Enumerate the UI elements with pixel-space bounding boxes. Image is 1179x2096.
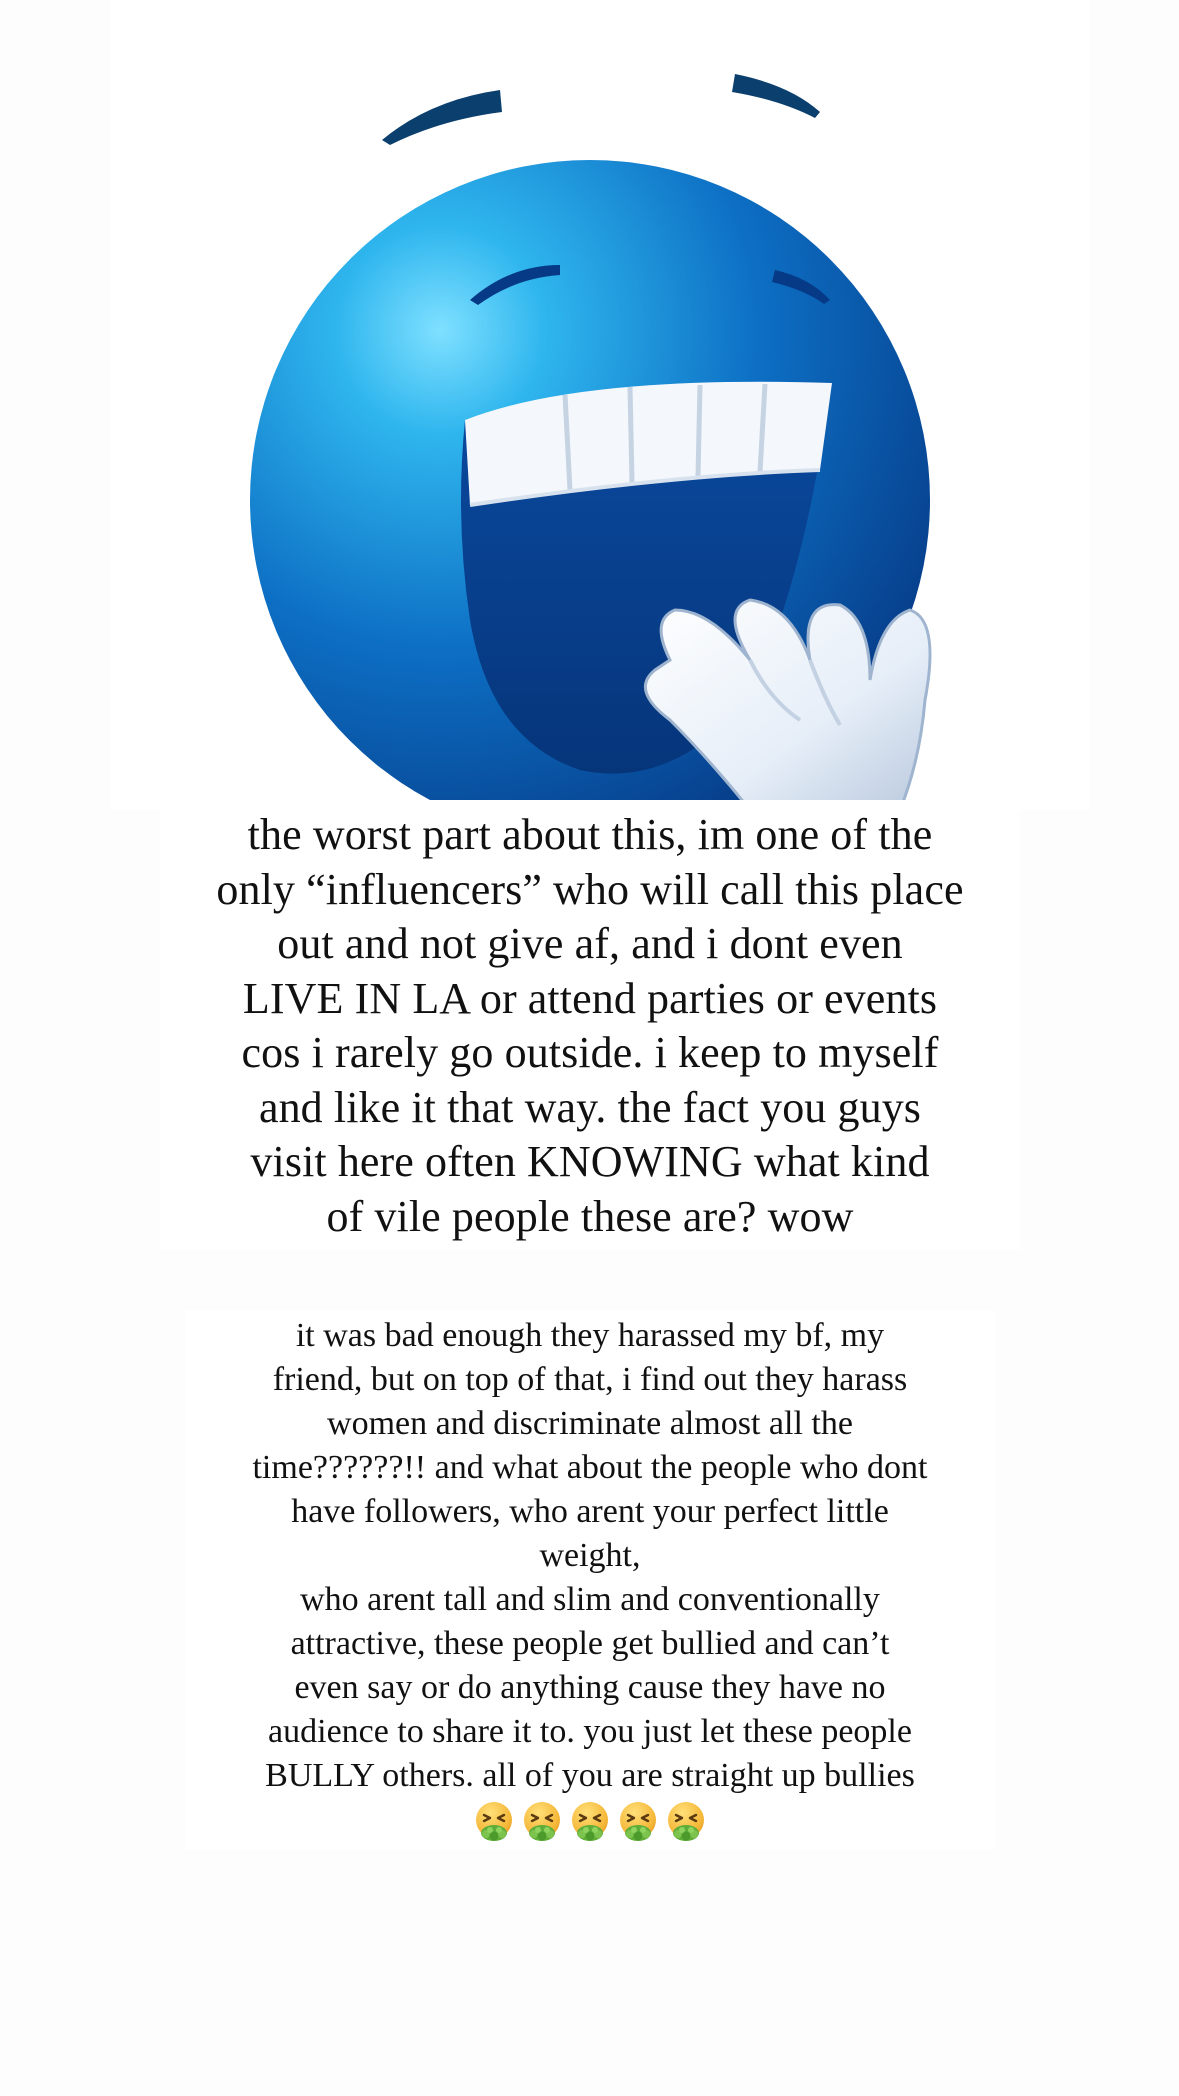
text-line: have followers, who arent your perfect little (291, 1493, 889, 1530)
nauseated-face-icon (520, 1800, 564, 1844)
nauseated-face-icon (616, 1800, 660, 1844)
text-line: and like it that way. the fact you guys (258, 1082, 922, 1132)
text-line: even say or do anything cause they have no (294, 1669, 886, 1706)
text-line: visit here often KNOWING what kind (250, 1137, 930, 1186)
story-text-block-primary (160, 800, 1020, 1250)
nauseated-face-icon (472, 1800, 516, 1844)
text-line: cos i rarely go outside. i keep to myself (241, 1028, 939, 1077)
text-line: audience to share it to. you just let these people (268, 1713, 912, 1750)
text-line: who arent tall and slim and conventionally (300, 1581, 880, 1618)
emoji-row (185, 1798, 995, 1844)
text-line: friend, but on top of that, i find out they harass (272, 1361, 908, 1398)
laughing-blue-emoji-icon (110, 0, 1090, 810)
text-line: it was bad enough they harassed my bf, my (295, 1317, 885, 1354)
story-text-block-secondary (185, 1310, 995, 1850)
text-line: weight, (539, 1537, 641, 1574)
laughing-emoji-sticker (110, 0, 1090, 810)
nauseated-face-icon (568, 1800, 612, 1844)
text-line: LIVE IN LA or attend parties or events (242, 973, 938, 1023)
text-line: the worst part about this, im one of the (247, 810, 933, 859)
nauseated-face-icon (664, 1800, 708, 1844)
left-floating-brow (382, 90, 502, 145)
text-line: of vile people these are? wow (326, 1191, 854, 1241)
text-line: women and discriminate almost all the (327, 1405, 853, 1442)
text-line: only “influencers” who will call this place (216, 864, 964, 914)
text-line: time??????!! and what about the people who dont (252, 1449, 928, 1486)
right-floating-brow (732, 74, 820, 118)
text-line: attractive, these people get bullied and can’t (290, 1625, 890, 1662)
text-line: out and not give af, and i dont even (277, 919, 903, 968)
text-line: BULLY others. all of you are straight up bullies (265, 1757, 915, 1794)
